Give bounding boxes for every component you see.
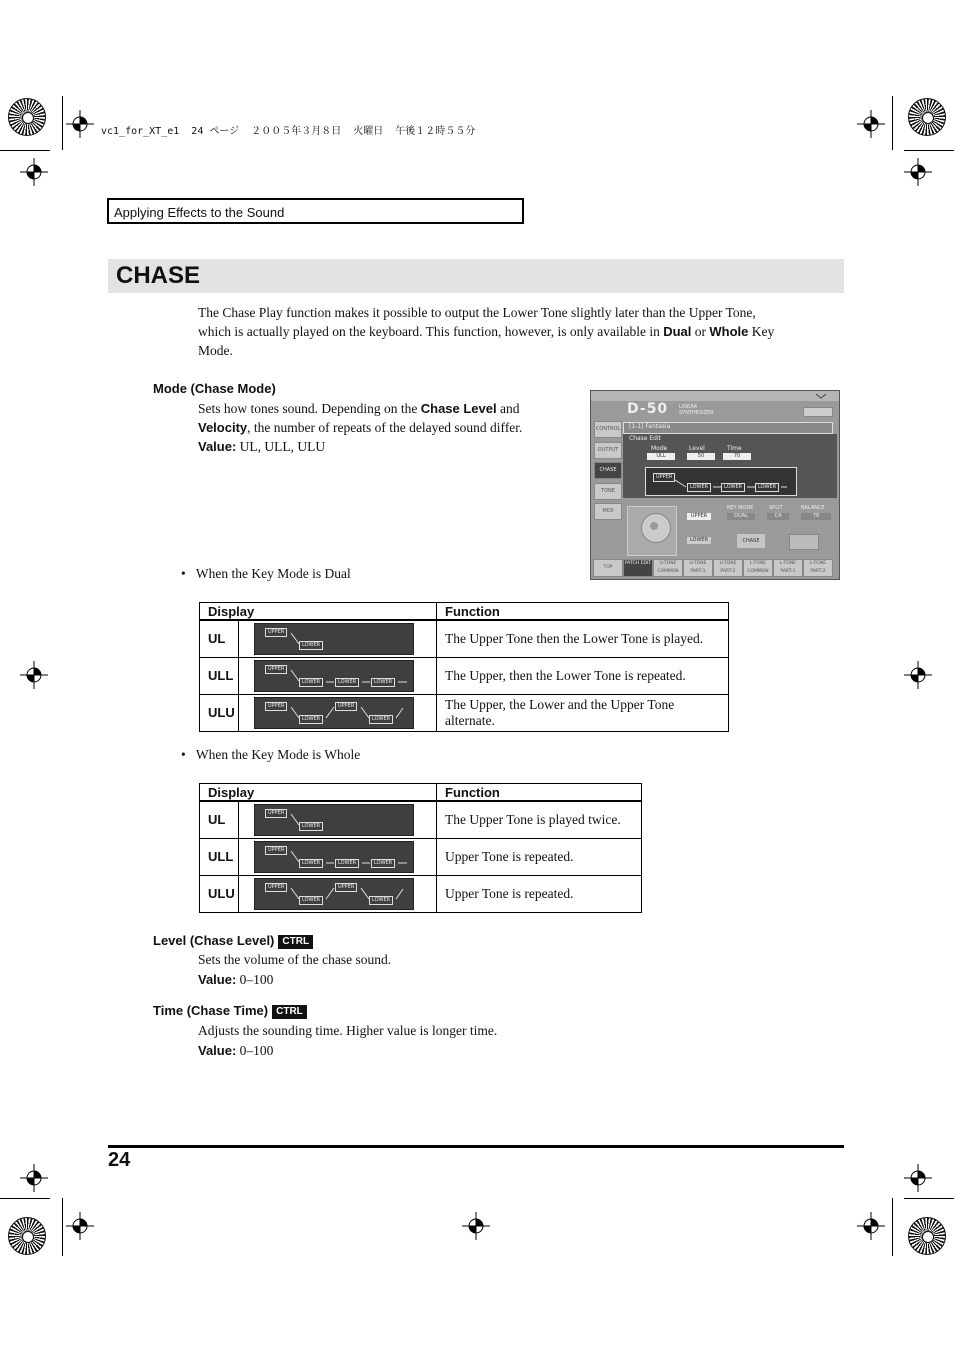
registration-mark-icon	[20, 158, 48, 186]
dual-mode-table	[199, 602, 729, 732]
ctrl-badge: CTRL	[278, 935, 313, 949]
tab-midi[interactable]: MIDI	[594, 503, 622, 520]
level-heading: Level (Chase Level) CTRL	[153, 933, 313, 949]
registration-mark-icon	[20, 1164, 48, 1192]
print-slug: vc1_for_XT_e1 24 ページ ２００５年３月８日 火曜日 午後１２時５５分	[101, 126, 476, 137]
key-label: BALANCE	[801, 505, 825, 511]
table-row	[200, 695, 729, 732]
tab-chase[interactable]: CHASE	[594, 462, 622, 479]
lcd-ulu: UPPER LOWER UPPER LOWER	[254, 697, 414, 729]
tab-output[interactable]: OUTPUT	[594, 442, 622, 459]
flow-lower-chip: LOWER	[755, 483, 779, 492]
flow-lower-chip: LOWER	[721, 483, 745, 492]
level-description: Sets the volume of the chase sound. Value: 0–100	[198, 952, 392, 987]
table-row	[200, 620, 729, 658]
color-bar-rosette	[8, 1217, 46, 1255]
column-header: Display	[200, 603, 437, 621]
display-key: ULL	[200, 839, 239, 875]
time-description: Adjusts the sounding time. Higher value is longer time. Value: 0–100	[198, 1023, 498, 1058]
flow-lower-chip: LOWER	[687, 483, 711, 492]
balance-value[interactable]: 78	[801, 513, 831, 520]
bottom-tab[interactable]: PATCH EDIT	[623, 559, 653, 577]
bottom-tab[interactable]: U-TONE PART-2	[713, 559, 743, 577]
crop-mark	[62, 1198, 63, 1256]
display-key: UL	[200, 802, 239, 838]
bullet-dual: • When the Key Mode is Dual	[181, 566, 351, 581]
intro-line: which is actually played on the keyboard. This function, however, is only available in Dual or Whole Key	[198, 324, 775, 339]
bottom-tab[interactable]: L-TONE PART-1	[773, 559, 803, 577]
crop-mark	[62, 96, 63, 150]
mode-description: Sets how tones sound. Depending on the Chase Level and Velocity, the number of repeats of the delayed sound differ. Value: UL, ULL, ULU	[198, 401, 523, 454]
intro-line: The Chase Play function makes it possible to output the Lower Tone slightly later than the Upper Tone,	[198, 305, 756, 320]
color-bar-rosette	[908, 1217, 946, 1255]
whole-mode-table	[199, 783, 642, 913]
key-label: SPLIT	[769, 505, 783, 511]
table-row	[200, 876, 642, 913]
flow-upper-chip: UPPER	[653, 473, 675, 482]
upper-button[interactable]: UPPER	[687, 513, 711, 520]
bottom-tab[interactable]: L-TONE COMMON	[743, 559, 773, 577]
registration-mark-icon	[857, 1212, 885, 1240]
section-header: Applying Effects to the Sound	[107, 198, 524, 224]
lcd-ull: UPPER LOWER LOWER LOWER	[254, 660, 414, 692]
bottom-tab[interactable]: U-TONE PART-1	[683, 559, 713, 577]
registration-mark-icon	[462, 1212, 490, 1240]
function-cell: Upper Tone is repeated.	[437, 876, 642, 913]
flow-arrows	[645, 467, 795, 494]
display-key: UL	[200, 621, 239, 657]
function-cell: The Upper Tone then the Lower Tone is played.	[437, 620, 729, 658]
tab-control[interactable]: CONTROL	[594, 421, 622, 438]
column-header: Display	[200, 784, 437, 802]
function-cell: The Upper Tone is played twice.	[437, 801, 642, 839]
registration-mark-icon	[20, 661, 48, 689]
d50-logo: D-50	[627, 401, 669, 417]
column-header: Function	[437, 603, 729, 621]
lower-button[interactable]: LOWER	[687, 537, 711, 544]
function-cell: The Upper, the Lower and the Upper Tone alternate.	[437, 695, 729, 732]
d50-screen-capture	[590, 390, 840, 580]
registration-mark-icon	[857, 110, 885, 138]
mode-heading: Mode (Chase Mode)	[153, 381, 276, 396]
crop-mark	[892, 96, 893, 150]
display-key: ULU	[200, 876, 239, 912]
function-cell: Upper Tone is repeated.	[437, 839, 642, 876]
lcd-ul: UPPER LOWER	[254, 804, 414, 836]
mode-value[interactable]: ULL	[647, 453, 675, 460]
registration-mark-icon	[66, 110, 94, 138]
function-cell: The Upper, then the Lower Tone is repeated.	[437, 658, 729, 695]
display-key: ULL	[200, 658, 239, 694]
d50-logo-sub: SYNTHESIZER	[679, 410, 714, 416]
intro-line: Mode.	[198, 343, 233, 358]
table-row	[200, 839, 642, 876]
key-label: KEY MODE	[727, 505, 754, 511]
title-band	[108, 259, 844, 293]
crop-mark	[904, 150, 954, 151]
registration-mark-icon	[904, 1164, 932, 1192]
bottom-tab[interactable]: U-TONE COMMON	[653, 559, 683, 577]
param-label: Level	[689, 445, 705, 452]
d50-logo-sub: LINEAR	[679, 404, 698, 410]
page-number: 24	[108, 1149, 131, 1171]
split-value[interactable]: C4	[767, 513, 789, 520]
chase-button[interactable]: CHASE	[737, 534, 765, 548]
key-mode-value[interactable]: DUAL	[727, 513, 755, 520]
param-label: Time	[727, 445, 742, 452]
color-bar-rosette	[908, 98, 946, 136]
bottom-tab[interactable]: L-TONE PART-2	[803, 559, 833, 577]
registration-mark-icon	[66, 1212, 94, 1240]
level-value[interactable]: 50	[687, 453, 715, 460]
footer-rule	[108, 1145, 844, 1148]
color-bar-rosette	[8, 98, 46, 136]
registration-mark-icon	[904, 158, 932, 186]
table-row	[200, 801, 642, 839]
param-label: Mode	[651, 445, 668, 452]
crop-mark	[0, 150, 50, 151]
column-header: Function	[437, 784, 642, 802]
time-heading: Time (Chase Time) CTRL	[153, 1003, 307, 1019]
bottom-tab[interactable]: TOP	[593, 559, 623, 577]
table-row	[200, 658, 729, 695]
registration-mark-icon	[904, 661, 932, 689]
chase-edit-label: Chase Edit	[629, 435, 662, 442]
page-title: CHASE	[116, 262, 201, 289]
tab-tone-tune[interactable]: TONE	[594, 483, 622, 500]
bullet-whole: • When the Key Mode is Whole	[181, 747, 361, 762]
lcd-ul: UPPER LOWER	[254, 623, 414, 655]
lcd-ulu: UPPER LOWER UPPER LOWER	[254, 878, 414, 910]
crop-mark	[0, 1198, 50, 1199]
patch-name: [1-1] Fantasia	[629, 423, 671, 430]
intro-paragraph	[198, 303, 808, 360]
dropdown-arrow-icon	[815, 393, 827, 399]
ctrl-badge: CTRL	[272, 1005, 307, 1019]
lcd-ull: UPPER LOWER LOWER LOWER	[254, 841, 414, 873]
crop-mark	[892, 1198, 893, 1256]
crop-mark	[904, 1198, 954, 1199]
display-key: ULU	[200, 695, 239, 731]
time-value[interactable]: 70	[723, 453, 751, 460]
